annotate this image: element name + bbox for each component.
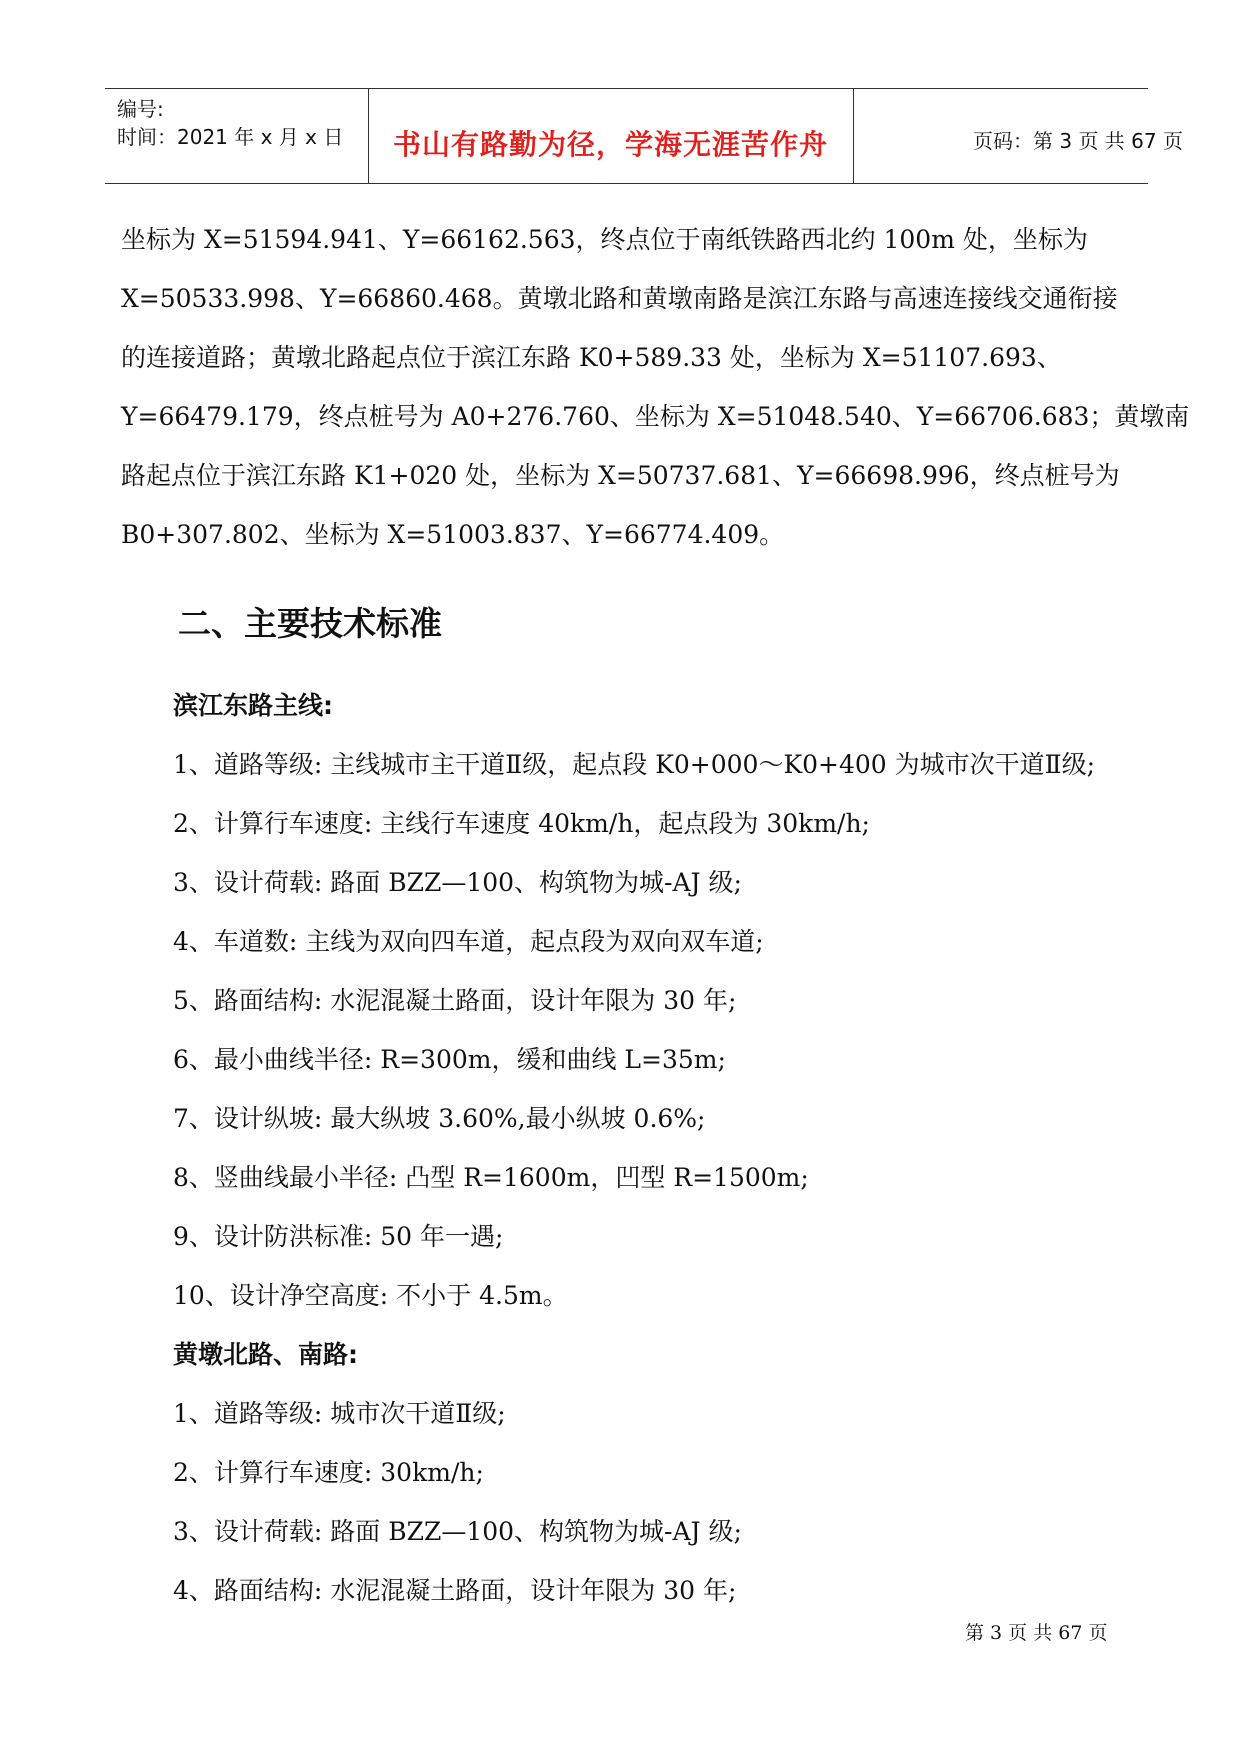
main-line-heading: 滨江东路主线: [173, 691, 333, 720]
branch-roads-item: 2、计算行车速度: 30km/h; [173, 1458, 484, 1487]
main-line-item: 4、车道数: 主线为双向四车道，起点段为双向双车道; [173, 927, 764, 956]
branch-roads-heading: 黄墩北路、南路: [173, 1340, 358, 1369]
header-left-cell [105, 89, 369, 183]
branch-roads-item: 1、道路等级: 城市次干道Ⅱ级; [173, 1399, 506, 1428]
paragraph-line: 路起点位于滨江东路 K1+020 处，坐标为 X=50737.681、Y=66698.996，终点桩号为 [121, 461, 1120, 490]
branch-roads-item: 3、设计荷载: 路面 BZZ—100、构筑物为城-AJ 级; [173, 1517, 742, 1546]
main-line-item: 8、竖曲线最小半径: 凸型 R=1600m，凹型 R=1500m; [173, 1163, 809, 1192]
paragraph-line: Y=66479.179，终点桩号为 A0+276.760、坐标为 X=51048.540、Y=66706.683；黄墩南 [121, 402, 1190, 431]
main-line-item: 2、计算行车速度: 主线行车速度 40km/h，起点段为 30km/h; [173, 809, 870, 838]
main-line-item: 6、最小曲线半径: R=300m，缓和曲线 L=35m; [173, 1045, 726, 1074]
paragraph-line: 坐标为 X=51594.941、Y=66162.563，终点位于南纸铁路西北约 100m 处，坐标为 [121, 225, 1088, 254]
main-line-item: 10、设计净空高度: 不小于 4.5m。 [173, 1281, 568, 1310]
section-title: 二、主要技术标准 [178, 604, 442, 643]
page-header [105, 88, 1183, 184]
main-line-item: 7、设计纵坡: 最大纵坡 3.60%,最小纵坡 0.6%; [173, 1104, 706, 1133]
document-time-label: 时间：2021 年 x 月 x 日 [117, 125, 344, 149]
paragraph-line: 的连接道路；黄墩北路起点位于滨江东路 K0+589.33 处，坐标为 X=51107.693、 [121, 343, 1062, 372]
paragraph-line: X=50533.998、Y=66860.468。黄墩北路和黄墩南路是滨江东路与高速连接线交通衔接 [121, 284, 1118, 313]
header-motto-cell [368, 89, 854, 183]
page-footer: 第 3 页 共 67 页 [965, 1622, 1108, 1644]
header-motto: 书山有路勤为径，学海无涯苦作舟 [392, 128, 828, 161]
header-page-code: 页码：第 3 页 共 67 页 [973, 129, 1183, 153]
body-paragraph [121, 210, 1190, 564]
header-right-cell [853, 89, 1183, 183]
paragraph-line: B0+307.802、坐标为 X=51003.837、Y=66774.409。 [121, 520, 785, 549]
main-line-item: 3、设计荷载: 路面 BZZ—100、构筑物为城-AJ 级; [173, 868, 742, 897]
main-line-item: 1、道路等级: 主线城市主干道Ⅱ级，起点段 K0+000～K0+400 为城市次干道Ⅱ级; [173, 750, 1096, 779]
document-number-label: 编号: [117, 97, 164, 121]
branch-roads-item: 4、路面结构: 水泥混凝土路面，设计年限为 30 年; [173, 1576, 737, 1605]
main-line-item: 5、路面结构: 水泥混凝土路面，设计年限为 30 年; [173, 986, 737, 1015]
main-line-item: 9、设计防洪标准: 50 年一遇; [173, 1222, 504, 1251]
